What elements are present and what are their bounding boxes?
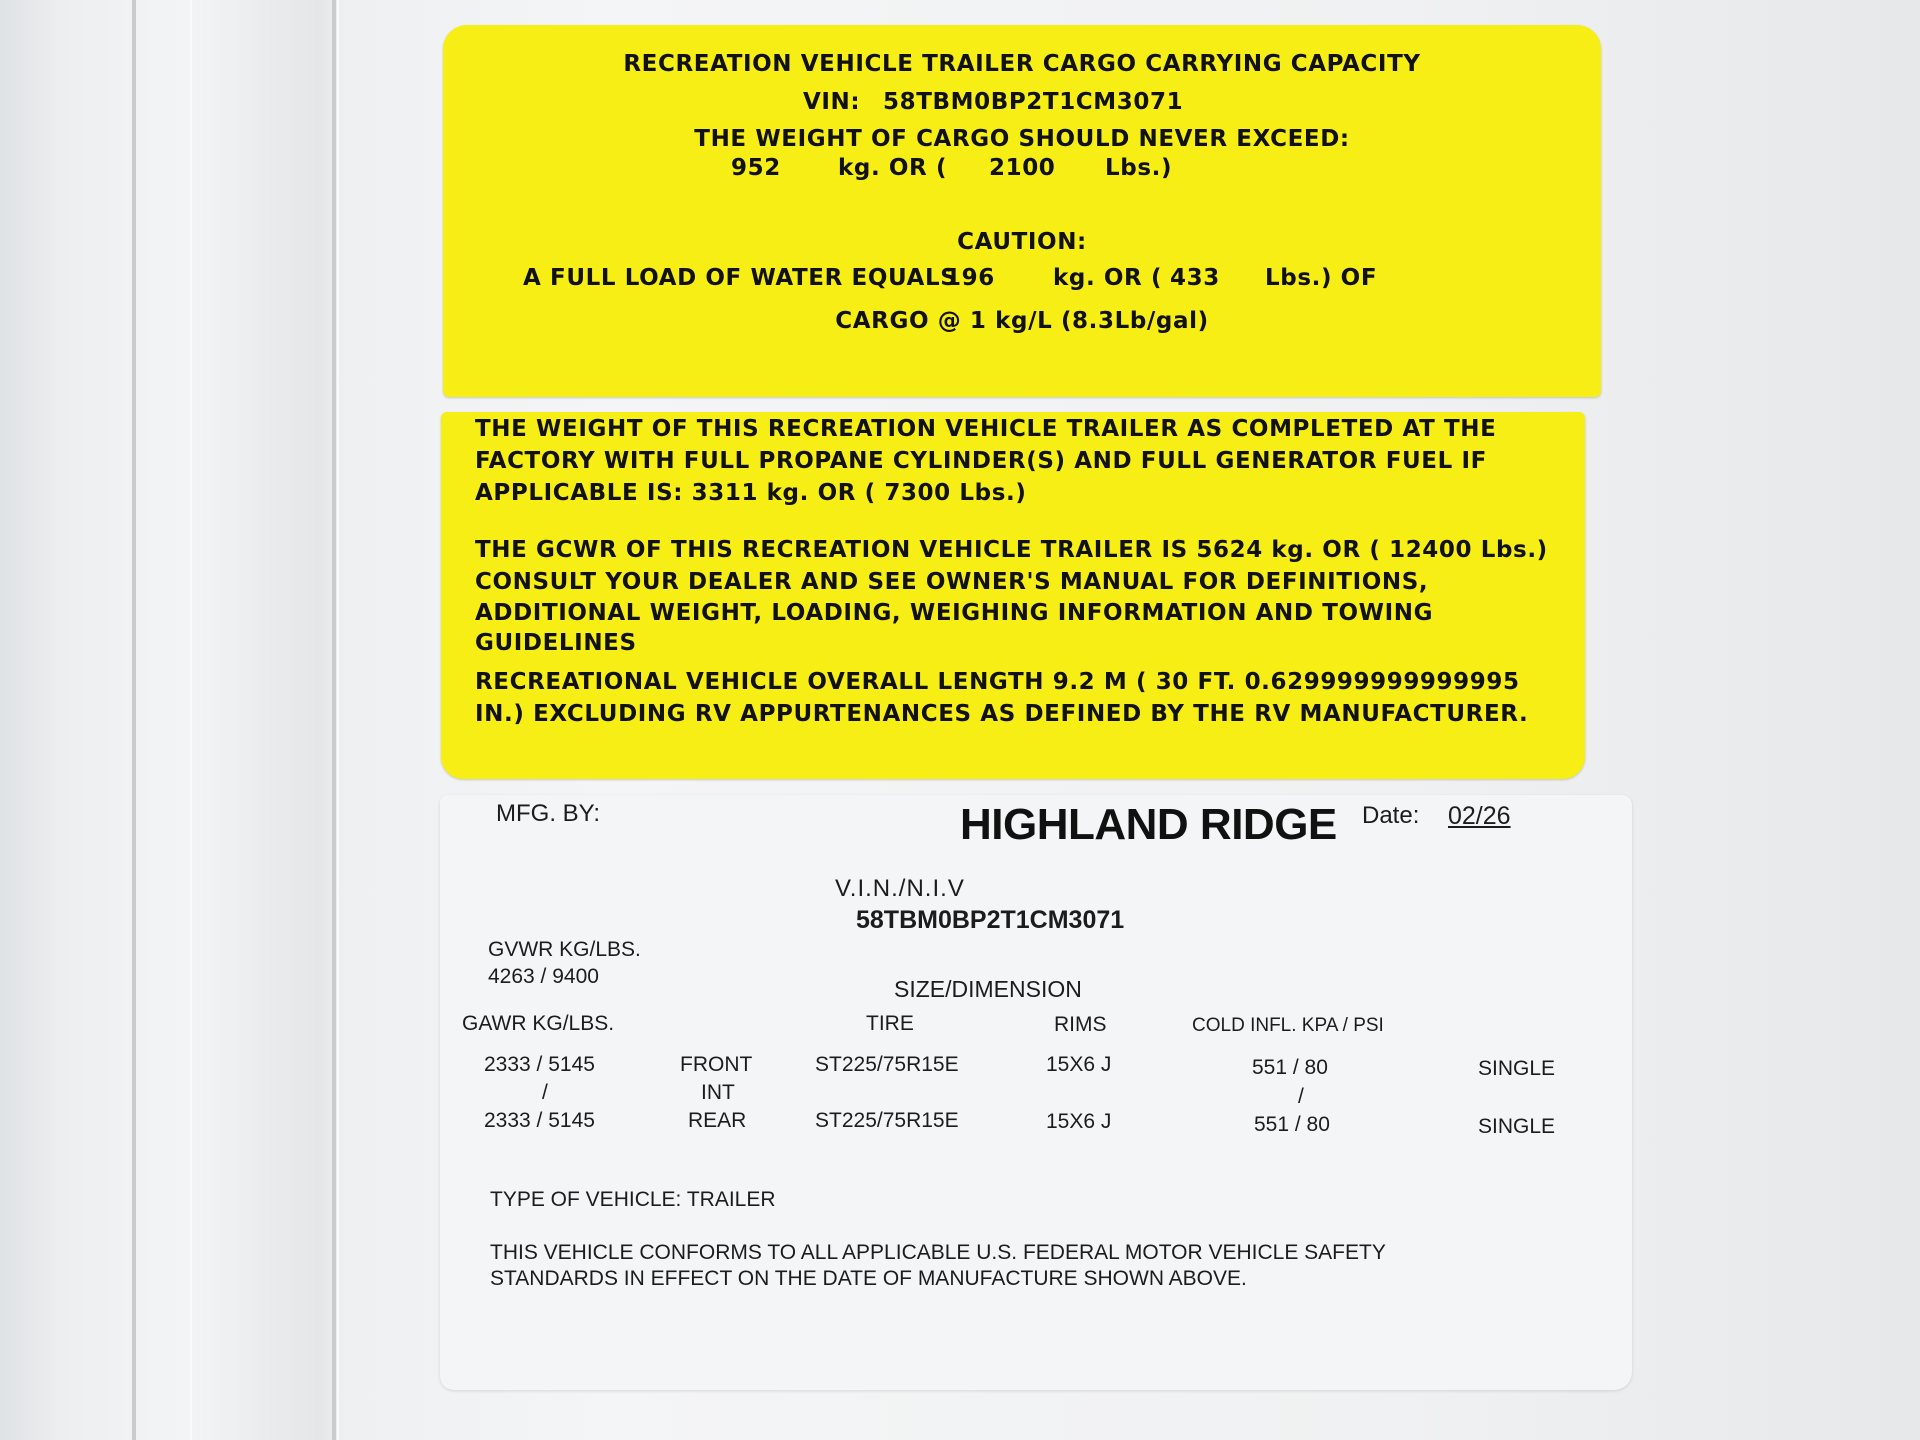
- cargo-vin-label: VIN:: [803, 89, 861, 115]
- gawr-slash: /: [542, 1081, 548, 1104]
- vehicle-type: TYPE OF VEHICLE: TRAILER: [490, 1188, 776, 1211]
- size-dimension-heading: SIZE/DIMENSION: [894, 976, 1082, 1002]
- date-label: Date:: [1362, 802, 1420, 829]
- axle-front: FRONT: [680, 1053, 753, 1076]
- vin-number: 58TBM0BP2T1CM3071: [856, 906, 1125, 934]
- cargo-kg-or: kg. OR (: [838, 155, 948, 181]
- water-kg: 196: [945, 265, 995, 291]
- gawr-label: GAWR KG/LBS.: [462, 1012, 615, 1035]
- mfg-by-label: MFG. BY:: [496, 800, 601, 827]
- rear-cold-pressure: 551 / 80: [1254, 1113, 1330, 1136]
- gcwr-line-1: THE GCWR OF THIS RECREATION VEHICLE TRAILER IS 5624 kg. OR ( 12400 Lbs.): [475, 537, 1548, 563]
- axle-rear: REAR: [688, 1109, 747, 1132]
- wall-trim-shadow-right: [332, 0, 336, 1440]
- rear-gawr: 2333 / 5145: [484, 1109, 595, 1132]
- water-lbs: 433: [1170, 265, 1220, 291]
- cargo-vin: 58TBM0BP2T1CM3071: [883, 89, 1184, 115]
- gvwr-value: 4263 / 9400: [488, 965, 599, 988]
- water-kg-or: kg. OR (: [1053, 265, 1163, 291]
- column-cold-inflation: COLD INFL. KPA / PSI: [1192, 1015, 1384, 1036]
- gcwr-line-2: CONSULT YOUR DEALER AND SEE OWNER'S MANUAL FOR DEFINITIONS,: [475, 569, 1429, 595]
- gcwr-line-3: ADDITIONAL WEIGHT, LOADING, WEIGHING INFORMATION AND TOWING: [475, 600, 1434, 626]
- front-tire-size: ST225/75R15E: [815, 1053, 959, 1076]
- column-rims: RIMS: [1054, 1013, 1107, 1036]
- water-text: A FULL LOAD OF WATER EQUALS: [523, 265, 958, 291]
- wall-trim-highlight: [337, 0, 339, 1440]
- wall-trim-shadow-left: [132, 0, 136, 1440]
- front-gawr: 2333 / 5145: [484, 1053, 595, 1076]
- cargo-capacity-label: [443, 25, 1601, 397]
- gvwr-label: GVWR KG/LBS.: [488, 938, 641, 961]
- gcwr-line-4: GUIDELINES: [475, 630, 637, 656]
- front-tire-config: SINGLE: [1478, 1057, 1556, 1080]
- overall-length-line-1: RECREATIONAL VEHICLE OVERALL LENGTH 9.2 M ( 30 FT. 0.629999999999995: [475, 669, 1520, 695]
- cargo-title: RECREATION VEHICLE TRAILER CARGO CARRYING CAPACITY: [623, 51, 1421, 77]
- rear-tire-size: ST225/75R15E: [815, 1109, 959, 1132]
- weight-gcwr-label: [441, 412, 1585, 779]
- completed-weight-line-2: FACTORY WITH FULL PROPANE CYLINDER(S) AND FULL GENERATOR FUEL IF: [475, 448, 1487, 474]
- conformance-line-2: STANDARDS IN EFFECT ON THE DATE OF MANUFACTURE SHOWN ABOVE.: [490, 1267, 1247, 1290]
- completed-weight-line-3: APPLICABLE IS: 3311 kg. OR ( 7300 Lbs.): [475, 480, 1027, 506]
- water-rate: CARGO @ 1 kg/L (8.3Lb/gal): [835, 308, 1209, 334]
- overall-length-line-2: IN.) EXCLUDING RV APPURTENANCES AS DEFINED BY THE RV MANUFACTURER.: [475, 701, 1529, 727]
- conformance-line-1: THIS VEHICLE CONFORMS TO ALL APPLICABLE U.S. FEDERAL MOTOR VEHICLE SAFETY: [490, 1241, 1386, 1264]
- manufacture-date: 02/26: [1448, 802, 1511, 830]
- rear-rim-size: 15X6 J: [1046, 1110, 1112, 1133]
- completed-weight-line-1: THE WEIGHT OF THIS RECREATION VEHICLE TRAILER AS COMPLETED AT THE: [475, 416, 1497, 442]
- cargo-lbs: 2100: [989, 155, 1056, 181]
- wall-trim-edge: [190, 0, 192, 1440]
- cargo-limit-text: THE WEIGHT OF CARGO SHOULD NEVER EXCEED:: [694, 126, 1350, 152]
- manufacturer-name: HIGHLAND RIDGE: [960, 800, 1337, 849]
- rear-tire-config: SINGLE: [1478, 1115, 1556, 1138]
- cargo-lbs-close: Lbs.): [1105, 155, 1173, 181]
- water-lbs-of: Lbs.) OF: [1265, 265, 1378, 291]
- column-tire: TIRE: [866, 1012, 914, 1035]
- front-cold-pressure: 551 / 80: [1252, 1056, 1328, 1079]
- front-rim-size: 15X6 J: [1046, 1053, 1112, 1076]
- caution-heading: CAUTION:: [957, 229, 1087, 255]
- cargo-kg: 952: [731, 155, 781, 181]
- pressure-slash: /: [1298, 1085, 1304, 1108]
- federal-certification-label: [440, 795, 1632, 1390]
- axle-int: INT: [701, 1081, 735, 1104]
- vin-label: V.I.N./N.I.V: [835, 875, 965, 902]
